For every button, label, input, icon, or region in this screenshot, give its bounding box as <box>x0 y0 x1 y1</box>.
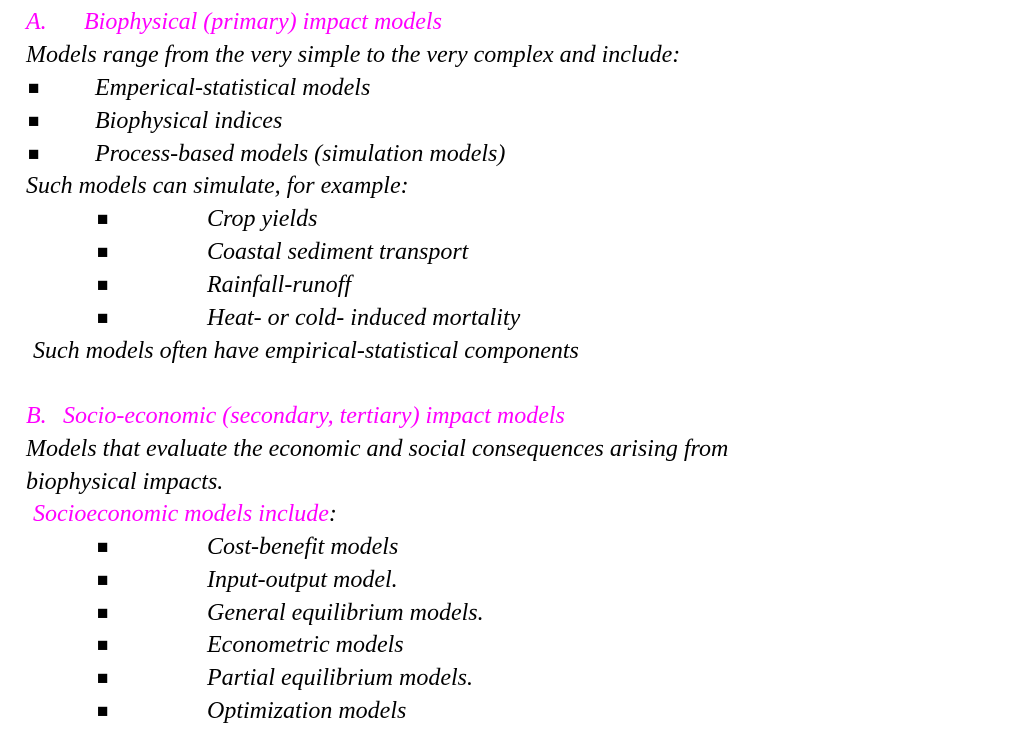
section-b-title: Socio-economic (secondary, tertiary) impact models <box>63 403 565 429</box>
bullet-square-icon: ■ <box>97 701 109 722</box>
bullet-square-icon: ■ <box>97 242 109 263</box>
bullet-square-icon: ■ <box>97 635 109 656</box>
bullet-square-icon: ■ <box>97 570 109 591</box>
section-a-title: Biophysical (primary) impact models <box>84 9 442 35</box>
bullet-square-icon: ■ <box>28 144 40 165</box>
bullet-square-icon: ■ <box>97 308 109 329</box>
bullet-square-icon: ■ <box>28 111 40 132</box>
bullet-square-icon: ■ <box>28 78 40 99</box>
bullet-square-icon: ■ <box>97 603 109 624</box>
bullet-square-icon: ■ <box>97 275 109 296</box>
bullet-square-icon: ■ <box>97 668 109 689</box>
bullet-square-icon: ■ <box>97 209 109 230</box>
bullet-square-icon: ■ <box>97 537 109 558</box>
section-a-letter: A. <box>26 9 47 35</box>
section-b-letter: B. <box>26 403 47 429</box>
